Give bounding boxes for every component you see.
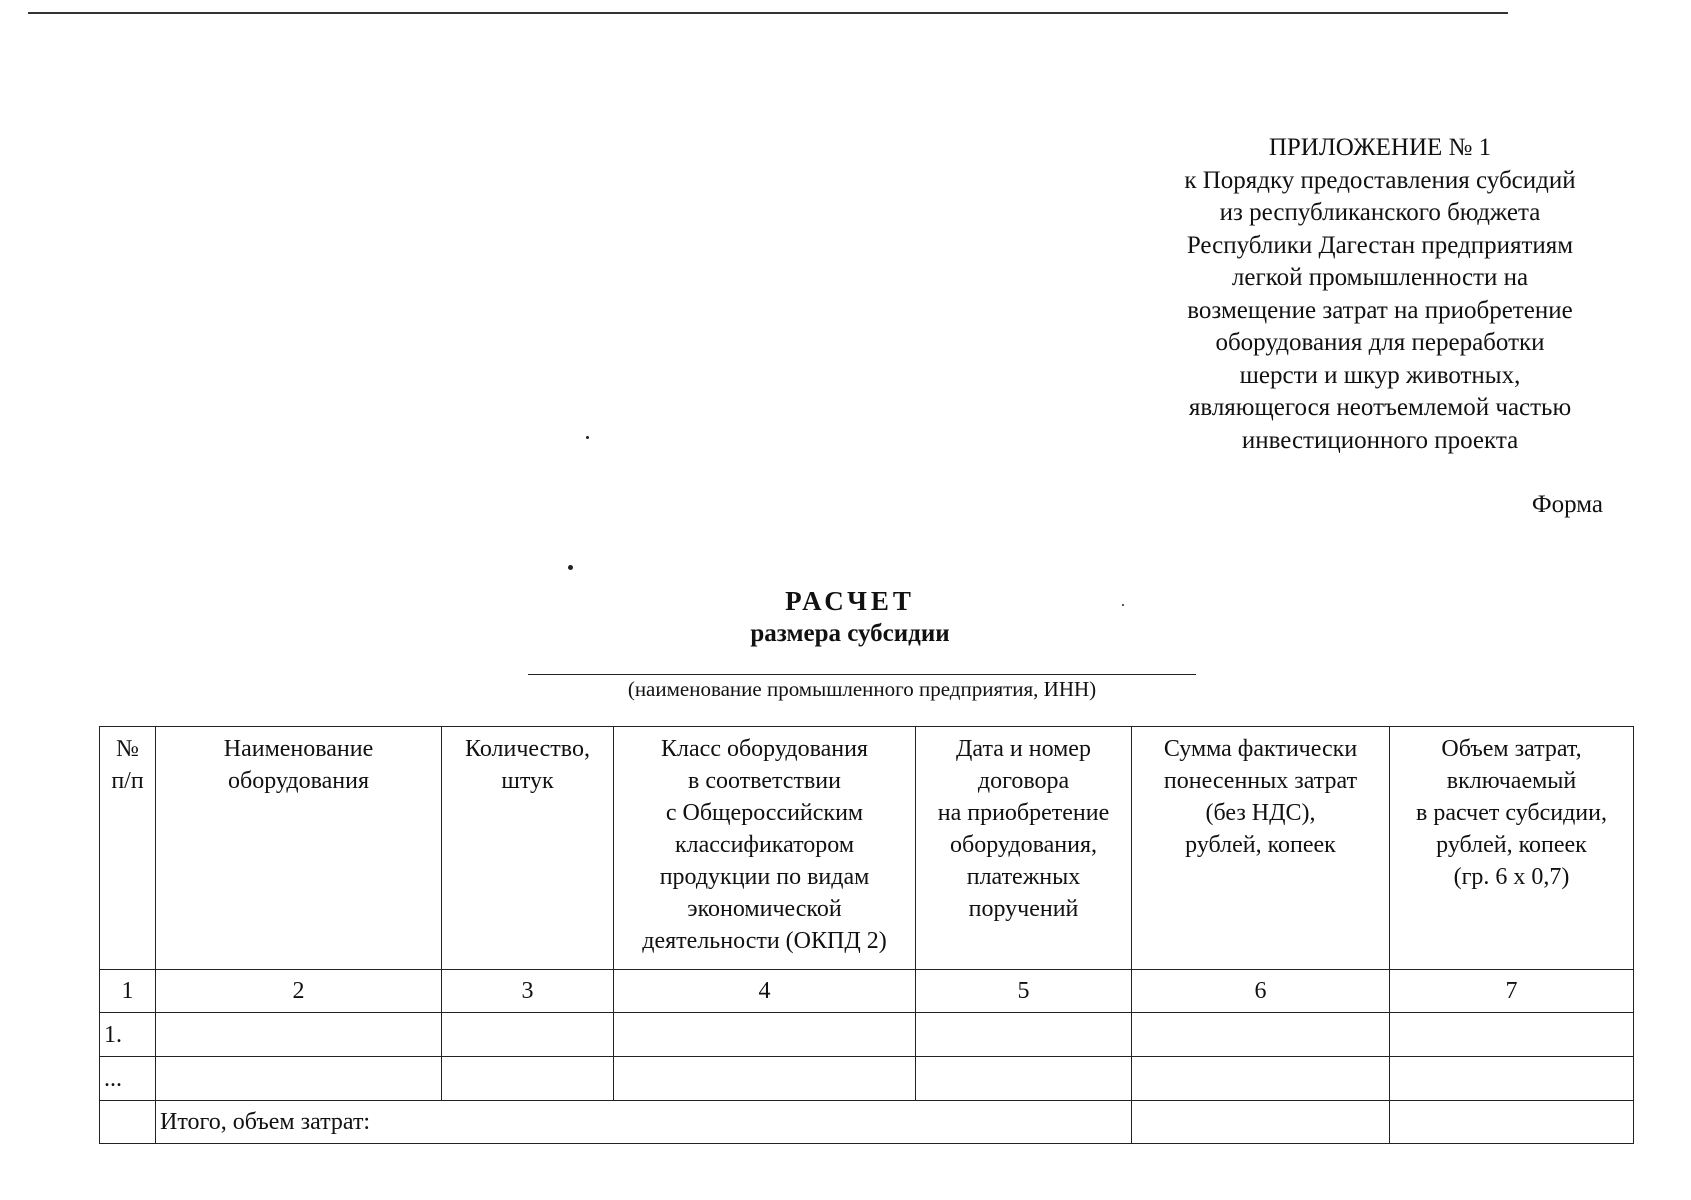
table-cell[interactable] [1132,1013,1390,1057]
header-cell-equipment-class: Класс оборудования в соответствии с Общероссийским классификатором продукции по видам экономической деятельности (ОКПД 2) [614,727,916,970]
appendix-line: из республиканского бюджета [1219,199,1541,226]
document-title: РАСЧЕТ [785,586,915,616]
row-number-cell: 1. [100,1013,156,1057]
table-cell[interactable] [614,1013,916,1057]
header-cell-quantity: Количество, штук [442,727,614,970]
scan-speck [586,436,589,439]
table-cell[interactable] [156,1057,442,1101]
appendix-line: оборудования для переработки [1215,329,1545,356]
column-number: 3 [442,970,614,1013]
appendix-line: легкой промышленности на [1231,264,1529,291]
table-cell[interactable] [442,1057,614,1101]
column-number: 6 [1132,970,1390,1013]
document-subtitle: размера субсидии [750,620,950,647]
appendix-line: Республики Дагестан предприятиям [1186,231,1574,259]
table-cell[interactable] [1132,1057,1390,1101]
appendix-line: возмещение затрат на приобретение [1187,296,1573,324]
appendix-line: инвестиционного проекта [1241,426,1519,454]
appendix-line: ПРИЛОЖЕНИЕ № 1 [1268,134,1492,161]
row-number-cell: ... [100,1057,156,1101]
header-cell-equipment-name: Наименование оборудования [156,727,442,970]
table-header-row [100,727,1634,970]
table-row [100,1057,1634,1101]
enterprise-name-caption: (наименование промышленного предприятия, ИНН) [627,677,1097,701]
scan-speck [568,565,573,570]
scan-speck [1122,604,1124,606]
header-cell-subsidy-costs: Объем затрат, включаемый в расчет субсидии, рублей, копеек (гр. 6 х 0,7) [1390,727,1634,970]
column-number: 2 [156,970,442,1013]
total-row-number-cell [100,1101,156,1144]
column-number: 7 [1390,970,1634,1013]
table-cell[interactable] [156,1013,442,1057]
total-subsidy-costs-cell[interactable] [1390,1101,1634,1144]
column-number: 1 [100,970,156,1013]
column-number-row [100,970,1634,1013]
header-cell-actual-costs: Сумма фактически понесенных затрат (без НДС), рублей, копеек [1132,727,1390,970]
total-label: Итого, объем затрат: [156,1101,1132,1144]
appendix-line: к Порядку предоставления субсидий [1184,166,1576,194]
header-cell-number: № п/п [100,727,156,970]
column-number: 4 [614,970,916,1013]
subsidy-calculation-table [99,726,1634,1144]
column-number: 5 [916,970,1132,1013]
table-cell[interactable] [916,1013,1132,1057]
top-border-line [28,12,1508,14]
header-cell-contract-date: Дата и номер договора на приобретение оборудования, платежных поручений [916,727,1132,970]
table-cell[interactable] [442,1013,614,1057]
table-cell[interactable] [916,1057,1132,1101]
table-cell[interactable] [614,1057,916,1101]
table-cell[interactable] [1390,1013,1634,1057]
total-row [100,1101,1634,1144]
appendix-block [1140,132,1620,457]
appendix-line: шерсти и шкур животных, [1239,361,1521,389]
total-actual-costs-cell[interactable] [1132,1101,1390,1144]
table-cell[interactable] [1390,1057,1634,1101]
table-row [100,1013,1634,1057]
appendix-line: являющегося неотъемлемой частью [1188,394,1572,421]
form-label: Форма [1531,491,1603,518]
enterprise-name-field-line[interactable] [528,674,1196,675]
